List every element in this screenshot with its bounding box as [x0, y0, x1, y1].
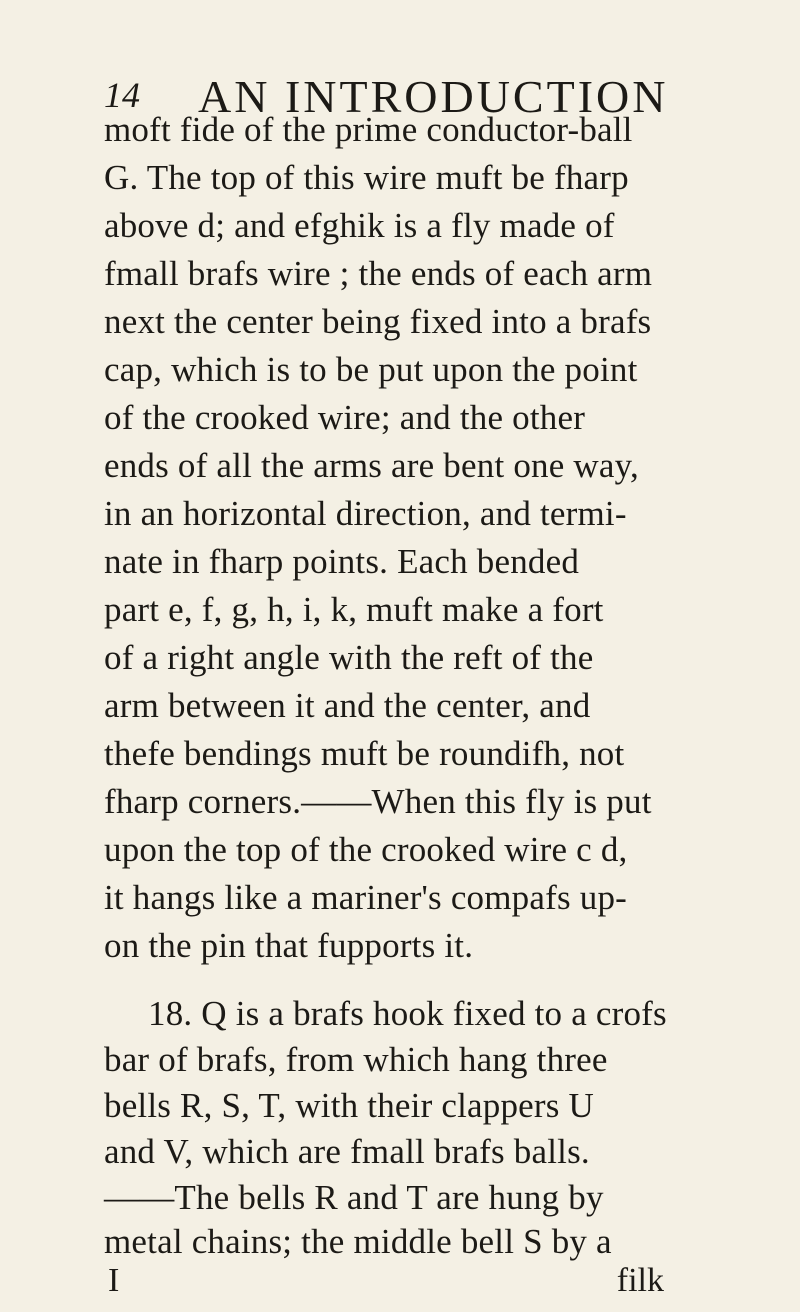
- text-line: ——The bells R and T are hung by: [104, 1178, 604, 1217]
- text-line: ends of all the arms are bent one way,: [104, 446, 639, 485]
- text-line: G. The top of this wire muft be fharp: [104, 158, 629, 197]
- text-line: above d; and efghik is a fly made of: [104, 206, 615, 245]
- running-head: AN INTRODUCTION: [198, 71, 669, 122]
- text-line: part e, f, g, h, i, k, muft make a fort: [104, 590, 604, 629]
- text-line: thefe bendings muft be roundifh, not: [104, 734, 625, 773]
- text-line: nate in fharp points. Each bended: [104, 542, 580, 581]
- text-line: moft fide of the prime conductor-ball: [104, 110, 633, 149]
- text-line: next the center being fixed into a brafs: [104, 302, 652, 341]
- text-line: of a right angle with the reft of the: [104, 638, 594, 677]
- text-line: bar of brafs, from which hang three: [104, 1040, 608, 1079]
- page-footer: [104, 1262, 664, 1304]
- text-line: cap, which is to be put upon the point: [104, 350, 638, 389]
- text-line: fharp corners.——When this fly is put: [104, 782, 652, 821]
- page-number: 14: [104, 75, 140, 115]
- text-line: bells R, S, T, with their clappers U: [104, 1086, 595, 1125]
- text-line: of the crooked wire; and the other: [104, 398, 586, 437]
- text-line: and V, which are fmall brafs balls.: [104, 1132, 590, 1171]
- text-line: upon the top of the crooked wire c d,: [104, 830, 628, 869]
- signature-mark: I: [108, 1262, 120, 1299]
- text-line: on the pin that fupports it.: [104, 926, 474, 965]
- text-line: it hangs like a mariner's compafs up-: [104, 878, 628, 917]
- text-line: in an horizontal direction, and termi-: [104, 494, 627, 533]
- text-line: arm between it and the center, and: [104, 686, 591, 725]
- text-line: metal chains; the middle bell S by a: [104, 1222, 612, 1261]
- text-line: fmall brafs wire ; the ends of each arm: [104, 254, 653, 293]
- text-line: 18. Q is a brafs hook fixed to a crofs: [148, 994, 667, 1033]
- catchword: filk: [616, 1262, 664, 1299]
